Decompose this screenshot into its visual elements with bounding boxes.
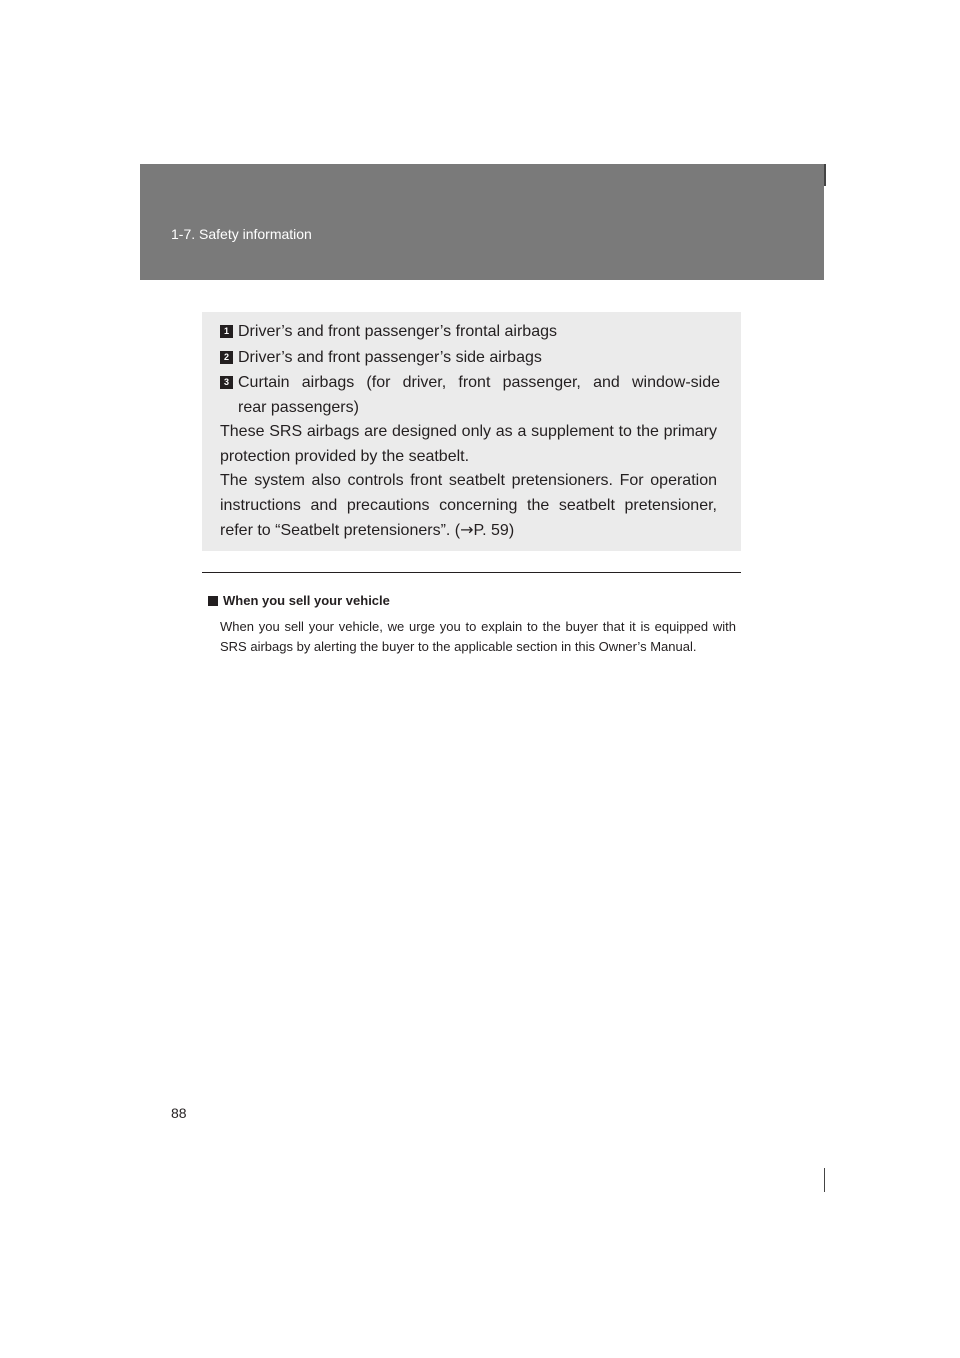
header-corner-mark xyxy=(824,164,826,186)
paragraph-text: The system also controls front seatbelt pretensioners. For operation instructions and precautions concerning the seatbelt pretensioner, refer to “Seatbelt pretensioners”. ( xyxy=(220,472,717,539)
list-item xyxy=(220,370,720,420)
arrow-icon: → xyxy=(460,520,474,539)
item-number-badge: 2 xyxy=(220,351,233,364)
list-item xyxy=(220,319,720,344)
paragraph: These SRS airbags are designed only as a supplement to the primary protection provided by the seatbelt. xyxy=(220,423,717,465)
item-number-badge: 3 xyxy=(220,376,233,389)
item-text: Driver’s and front passenger’s frontal airbags xyxy=(238,323,557,340)
item-text: Curtain airbags (for driver, front passenger, and window-side xyxy=(238,374,720,391)
item-text-continued: rear passengers) xyxy=(238,399,359,416)
page-number: 88 xyxy=(171,1105,187,1121)
item-text: Driver’s and front passenger’s side airbags xyxy=(238,349,542,366)
page-reference: P. 59) xyxy=(473,522,515,539)
header-band xyxy=(140,164,824,280)
section-title: 1-7. Safety information xyxy=(171,226,312,242)
note-heading xyxy=(208,593,390,608)
edge-mark xyxy=(824,1168,825,1192)
item-number-badge: 1 xyxy=(220,325,233,338)
list-item xyxy=(220,345,720,370)
square-bullet-icon xyxy=(208,596,218,606)
divider xyxy=(202,572,741,573)
note-body: When you sell your vehicle, we urge you to explain to the buyer that it is equipped with SRS airbags by alerting the buyer to the applicable section in this Owner’s Manual. xyxy=(220,619,736,654)
note-heading-text: When you sell your vehicle xyxy=(223,593,390,608)
paragraph xyxy=(220,469,717,544)
